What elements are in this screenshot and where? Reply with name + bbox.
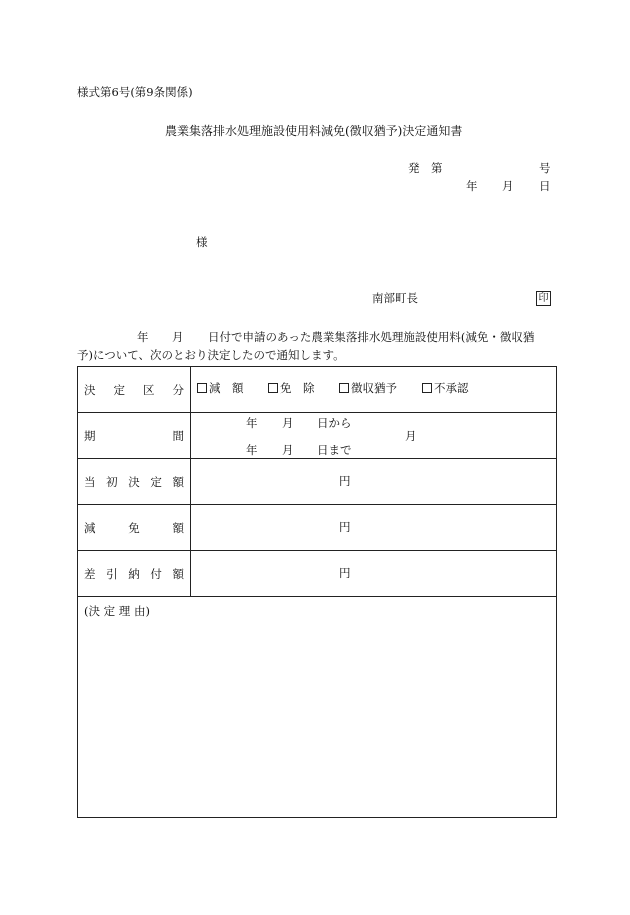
option-label: 徴収猶予 <box>351 381 397 395</box>
label-char: 額 <box>172 520 184 535</box>
period-from-day: 日から <box>317 416 352 430</box>
initial-amount-value <box>191 459 557 505</box>
label-char: 引 <box>106 566 118 581</box>
label-decision-category <box>78 367 191 413</box>
checkbox-icon[interactable] <box>268 383 278 393</box>
issue-number-suffix: 号 <box>539 161 551 175</box>
option-label: 減 額 <box>209 381 244 395</box>
row-decision-category <box>78 367 557 413</box>
period-months: 月 <box>405 429 417 443</box>
row-net-payment <box>78 551 557 597</box>
issue-date-year: 年 <box>466 179 478 193</box>
sender-name: 南部町長 <box>372 291 418 305</box>
label-char: 決 <box>128 474 140 489</box>
net-payment-value <box>191 551 557 597</box>
body-year: 年 <box>137 330 149 344</box>
label-char: 差 <box>84 566 96 581</box>
label-char: 付 <box>150 566 162 581</box>
form-number: 様式第6号(第9条関係) <box>77 85 193 99</box>
decision-table <box>77 366 557 818</box>
label-char: 初 <box>106 474 118 489</box>
document-title: 農業集落排水処理施設使用料減免(徴収猶予)決定通知書 <box>165 124 463 138</box>
period-to-year: 年 <box>246 443 258 457</box>
option-label: 不承認 <box>434 381 469 395</box>
label-char: 分 <box>172 382 184 397</box>
period-to-day: 日まで <box>317 443 352 457</box>
label-char: 減 <box>84 520 96 535</box>
option-deferral[interactable] <box>339 383 397 395</box>
body-text-line2: 予)について、次のとおり決定したので通知します。 <box>77 348 345 362</box>
yen-unit: 円 <box>339 474 351 488</box>
label-char: 免 <box>128 520 140 535</box>
yen-unit: 円 <box>339 520 351 534</box>
label-reduction-amount <box>78 505 191 551</box>
option-rejected[interactable] <box>422 383 469 395</box>
label-period <box>78 413 191 459</box>
label-char: 額 <box>172 474 184 489</box>
decision-options <box>191 367 557 413</box>
label-char: 間 <box>172 428 184 443</box>
row-initial-amount <box>78 459 557 505</box>
label-char: 額 <box>172 566 184 581</box>
row-reason <box>78 597 557 818</box>
label-char: 区 <box>143 382 155 397</box>
label-char: 決 <box>84 382 96 397</box>
body-text-line1: 日付で申請のあった農業集落排水処理施設使用料(減免・徴収猶 <box>208 330 535 344</box>
checkbox-icon[interactable] <box>339 383 349 393</box>
label-initial-amount <box>78 459 191 505</box>
label-char: 期 <box>84 428 96 443</box>
issue-date-month: 月 <box>502 179 514 193</box>
period-to-month: 月 <box>282 443 294 457</box>
label-char: 定 <box>113 382 125 397</box>
option-label: 免 除 <box>280 381 315 395</box>
reason-box[interactable] <box>78 597 557 818</box>
label-char: 定 <box>150 474 162 489</box>
reason-label: (決 定 理 由) <box>84 604 150 618</box>
period-from-year: 年 <box>246 416 258 430</box>
issue-date-day: 日 <box>539 179 551 193</box>
reduction-amount-value <box>191 505 557 551</box>
period-from-month: 月 <box>282 416 294 430</box>
issue-number-prefix: 発 第 <box>408 161 443 175</box>
seal-mark: 印 <box>536 291 551 306</box>
checkbox-icon[interactable] <box>197 383 207 393</box>
option-exemption[interactable] <box>268 383 315 395</box>
label-net-payment <box>78 551 191 597</box>
body-month: 月 <box>172 330 184 344</box>
option-reduction[interactable] <box>197 383 244 395</box>
label-char: 納 <box>128 566 140 581</box>
yen-unit: 円 <box>339 566 351 580</box>
row-reduction-amount <box>78 505 557 551</box>
recipient-honorific: 様 <box>196 235 208 249</box>
period-values <box>191 413 557 459</box>
row-period <box>78 413 557 459</box>
checkbox-icon[interactable] <box>422 383 432 393</box>
label-char: 当 <box>84 474 96 489</box>
